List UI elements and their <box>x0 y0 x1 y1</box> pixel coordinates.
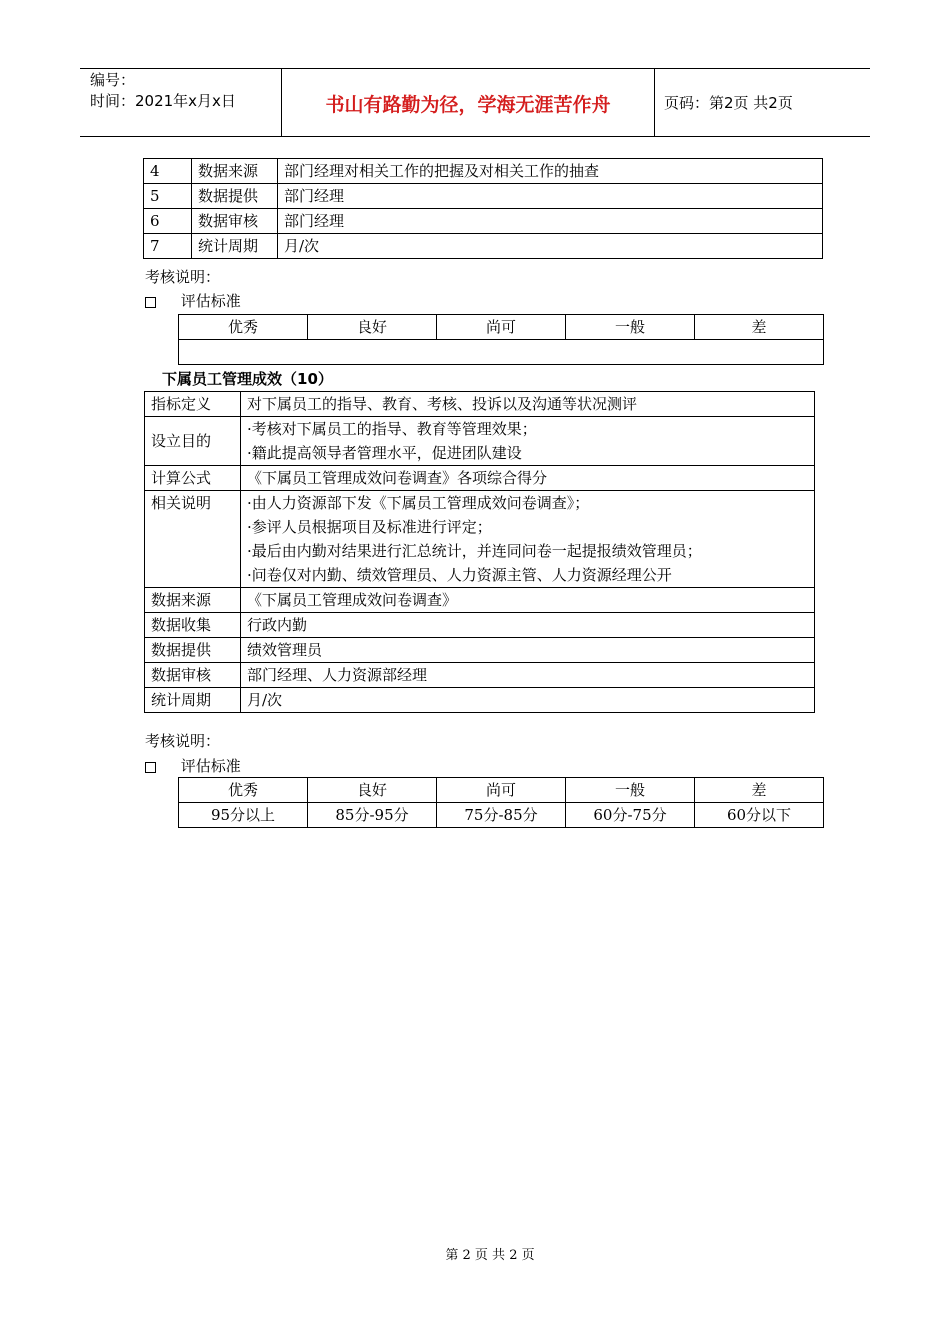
grade-score: 95分以上 <box>179 803 308 828</box>
row-value: 绩效管理员 <box>241 638 815 663</box>
row-value <box>241 417 815 466</box>
row-label: 指标定义 <box>145 392 241 417</box>
grade-score-row <box>179 340 824 365</box>
table-row <box>145 466 815 491</box>
header-info <box>90 70 236 112</box>
grade-table-2 <box>178 777 824 828</box>
grade-label: 尚可 <box>437 778 566 803</box>
table-row <box>145 392 815 417</box>
row-label: 设立目的 <box>145 417 241 466</box>
row-value: 月/次 <box>278 234 823 259</box>
grade-label: 良好 <box>308 778 437 803</box>
grade-score: 75分-85分 <box>437 803 566 828</box>
empty-score-cell <box>179 340 824 365</box>
grade-label: 尚可 <box>437 315 566 340</box>
grade-score-row <box>179 803 824 828</box>
row-value: 部门经理 <box>278 209 823 234</box>
grade-table-1 <box>178 314 824 365</box>
grade-header-row <box>179 778 824 803</box>
row-label: 数据来源 <box>145 588 241 613</box>
row-number: 6 <box>144 209 192 234</box>
table-row <box>144 209 823 234</box>
table-row <box>145 638 815 663</box>
row-number: 4 <box>144 159 192 184</box>
table-row <box>144 234 823 259</box>
grade-label: 差 <box>695 778 824 803</box>
row-number: 5 <box>144 184 192 209</box>
document-time-label: 时间：2021年x月x日 <box>90 92 236 110</box>
criteria-heading <box>145 291 241 311</box>
grade-label: 优秀 <box>179 778 308 803</box>
indicator-table <box>144 391 815 713</box>
table-row <box>145 613 815 638</box>
grade-label: 良好 <box>308 315 437 340</box>
header-divider <box>654 68 655 136</box>
header-bottom-rule <box>80 136 870 137</box>
table-row <box>145 588 815 613</box>
row-item: 数据审核 <box>192 209 278 234</box>
row-value: 部门经理对相关工作的把握及对相关工作的抽查 <box>278 159 823 184</box>
row-label: 统计周期 <box>145 688 241 713</box>
row-value: 《下属员工管理成效问卷调查》 <box>241 588 815 613</box>
grade-label: 优秀 <box>179 315 308 340</box>
table-row <box>145 417 815 466</box>
row-item: 数据来源 <box>192 159 278 184</box>
row-label: 相关说明 <box>145 491 241 588</box>
checkbox-icon <box>145 297 156 308</box>
table-row <box>145 688 815 713</box>
table-row <box>144 184 823 209</box>
assessment-note-label: 考核说明： <box>145 732 221 750</box>
grade-header-row <box>179 315 824 340</box>
assessment-note-label: 考核说明： <box>145 268 221 286</box>
note-line: ·问卷仅对内勤、绩效管理员、人力资源主管、人力资源经理公开 <box>247 566 672 584</box>
row-label: 数据提供 <box>145 638 241 663</box>
row-value: 部门经理、人力资源部经理 <box>241 663 815 688</box>
row-value: 行政内勤 <box>241 613 815 638</box>
table-row <box>145 491 815 588</box>
grade-score: 60分-75分 <box>566 803 695 828</box>
row-label: 数据审核 <box>145 663 241 688</box>
criteria-label: 评估标准 <box>180 292 241 310</box>
grade-label: 一般 <box>566 315 695 340</box>
header-motto: 书山有路勤为径，学海无涯苦作舟 <box>325 94 611 116</box>
table-row <box>145 663 815 688</box>
section-title: 下属员工管理成效（10） <box>162 370 333 388</box>
note-line: ·由人力资源部下发《下属员工管理成效问卷调查》； <box>247 494 590 512</box>
row-label: 计算公式 <box>145 466 241 491</box>
criteria-heading <box>145 756 241 776</box>
grade-label: 一般 <box>566 778 695 803</box>
grade-score: 85分-95分 <box>308 803 437 828</box>
note-line: ·参评人员根据项目及标准进行评定； <box>247 518 492 536</box>
document-number-label: 编号： <box>90 71 136 89</box>
row-value <box>241 491 815 588</box>
checkbox-icon <box>145 762 156 773</box>
row-value: 月/次 <box>241 688 815 713</box>
criteria-label: 评估标准 <box>180 757 241 775</box>
table-row <box>144 159 823 184</box>
row-number: 7 <box>144 234 192 259</box>
grade-label: 差 <box>695 315 824 340</box>
indicator-table-continued <box>143 158 823 259</box>
row-item: 数据提供 <box>192 184 278 209</box>
header-page-number: 页码：第2页 共2页 <box>664 94 793 112</box>
row-value: 部门经理 <box>278 184 823 209</box>
page-footer: 第 2 页 共 2 页 <box>445 1248 535 1263</box>
purpose-line: ·籍此提高领导者管理水平，促进团队建设 <box>247 444 522 462</box>
note-line: ·最后由内勤对结果进行汇总统计，并连同问卷一起提报绩效管理员； <box>247 542 702 560</box>
purpose-line: ·考核对下属员工的指导、教育等管理效果； <box>247 420 537 438</box>
grade-score: 60分以下 <box>695 803 824 828</box>
row-item: 统计周期 <box>192 234 278 259</box>
row-value: 《下属员工管理成效问卷调查》各项综合得分 <box>241 466 815 491</box>
row-label: 数据收集 <box>145 613 241 638</box>
row-value: 对下属员工的指导、教育、考核、投诉以及沟通等状况测评 <box>241 392 815 417</box>
header-top-rule <box>80 68 870 69</box>
